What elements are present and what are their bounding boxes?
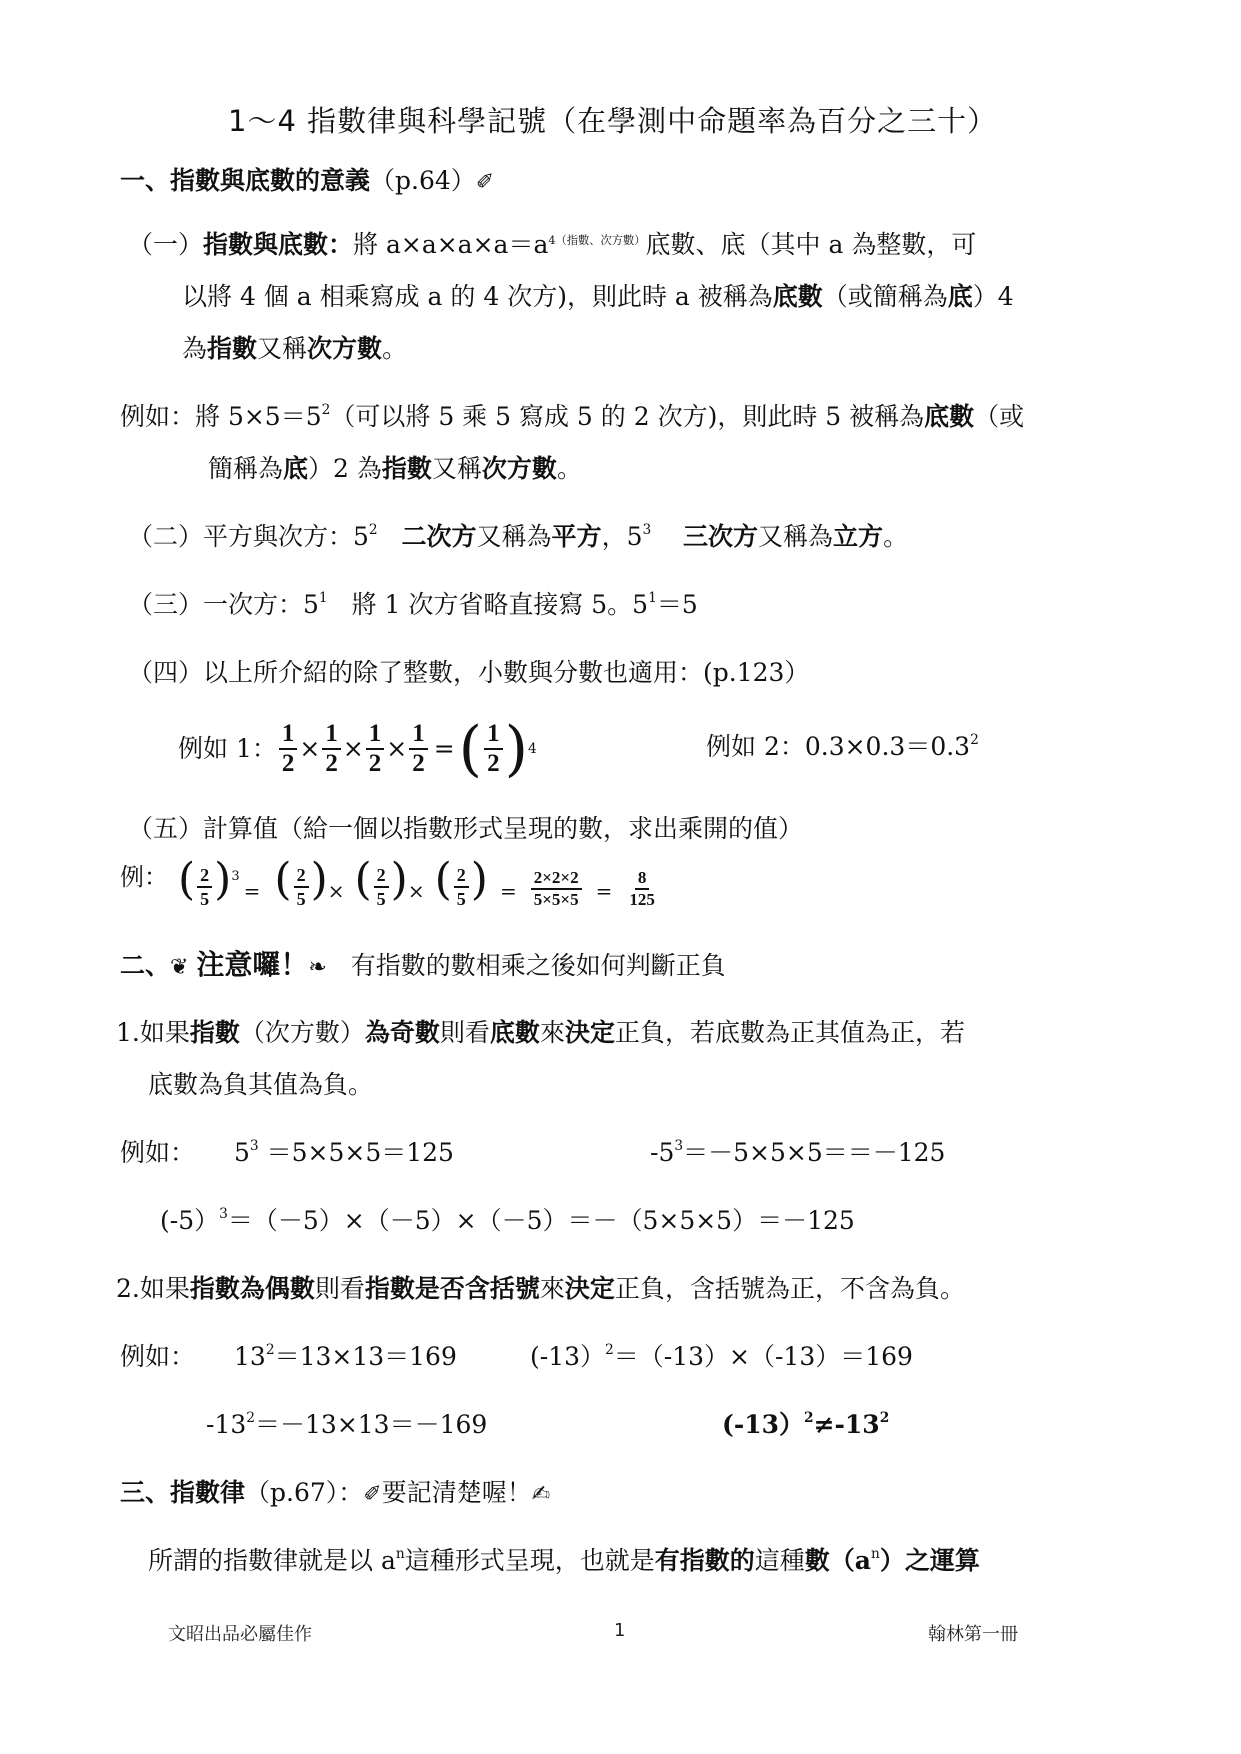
fraction-result: $\frac{8}{125}$ <box>629 868 655 909</box>
equals-sign: = <box>595 879 613 903</box>
example-4-label: 例如 1： <box>178 734 277 763</box>
item-1-text: 將 a×a×a×a＝a <box>353 230 549 259</box>
item-1-line-3-bold: 指數 <box>207 334 258 363</box>
example-1-line-1 <box>120 400 1024 434</box>
example-6-c-text: ＝（－5）×（－5）×（－5）＝－（5×5×5）＝－125 <box>227 1206 855 1235</box>
item-2-text-5: 。 <box>883 522 909 551</box>
item-1-line-1 <box>128 228 976 262</box>
example-1-line-2-bold-3: 次方數 <box>481 454 557 483</box>
example-7-d-sup-2: 2 <box>879 1410 890 1426</box>
power: 3 <box>231 869 240 884</box>
item-1-line-2-text-2: （或簡稱為 <box>822 282 948 311</box>
item-2-bold: 二次方 <box>401 522 477 551</box>
item-2-bold-4: 立方 <box>833 522 884 551</box>
example-7-label: 例如： <box>120 1342 196 1371</box>
item-1-text-2: 底數、底（其中 a 為整數，可 <box>645 230 977 259</box>
item-1-line-2-bold-2: 底 <box>947 282 973 311</box>
footer-right: 翰林第一冊 <box>928 1624 1018 1645</box>
item-2-text: （二）平方與次方：5 <box>128 522 369 551</box>
rule-1-text-5: 正負，若底數為正其值為正，若 <box>614 1018 965 1047</box>
rule-1-bold-4: 決定 <box>564 1018 615 1047</box>
example-7-d-text: ≠-13 <box>813 1410 880 1439</box>
example-7-a-base: 13 <box>234 1342 266 1371</box>
item-2-bold-2: 平方 <box>551 522 602 551</box>
rule-1-bold-2: 為奇數 <box>364 1018 440 1047</box>
example-1-line-2 <box>208 452 582 486</box>
times-sign: × <box>327 879 345 903</box>
example-1-line-2-text-2: ）2 為 <box>308 454 382 483</box>
item-1-line-3-bold-2: 次方數 <box>307 334 383 363</box>
rule-1-bold: 指數 <box>189 1018 240 1047</box>
item-1-line-3-text-3: 。 <box>382 334 408 363</box>
item-3-sup: 1 <box>318 590 328 606</box>
example-1-text-2: （可以將 5 乘 5 寫成 5 的 2 次方)，則此時 5 被稱為 <box>330 402 925 431</box>
fraction: $\frac{1}{2}$ <box>279 720 298 778</box>
flourish-left-icon: ❦ <box>170 955 189 980</box>
example-7-c-sup: 2 <box>246 1410 256 1426</box>
pencil-icon: ✐ <box>475 170 495 195</box>
item-3-text-2: 將 1 次方省略直接寫 5。5 <box>351 590 649 619</box>
footer-left: 文昭出品必屬佳作 <box>168 1624 312 1645</box>
fraction: $\frac{1}{2}$ <box>409 720 428 778</box>
example-7-b <box>530 1340 913 1374</box>
intro-sup: n <box>395 1546 405 1562</box>
item-1-label: （一） <box>128 230 204 259</box>
section-1-page: （p.64） <box>370 166 476 195</box>
example-5-line: 例： ( $\frac{2}{5}$ ) 3 = ( $\frac{2}{5}$ ) × ( $\frac{2}{5}$ ) × ( $\frac{2}{5}$ ) = $\frac{2\times 2\times 2}{5\times 5\times 5}$ = $\frac{8}{125}$ <box>120 860 660 916</box>
item-1-line-2-bold: 底數 <box>772 282 823 311</box>
section-3-number: 三、 <box>120 1478 171 1507</box>
item-1-line-2-text-3: ）4 <box>972 282 1014 311</box>
item-5: （五）計算值（給一個以指數形式呈現的數，求出乘開的值） <box>128 814 804 843</box>
equals-sign: = <box>499 879 517 903</box>
section-3-text: 要記清楚喔！ <box>381 1478 532 1507</box>
section-3-page: （p.67）： <box>245 1478 364 1507</box>
item-4: （四）以上所介紹的除了整數，小數與分數也適用：(p.123） <box>128 658 810 687</box>
item-1-line-3-text-2: 又稱 <box>257 334 308 363</box>
example-6-c-base: (-5） <box>160 1206 220 1235</box>
item-2-sup: 2 <box>368 522 378 538</box>
page-number: 1 <box>614 1620 626 1641</box>
example-4-2-text: 例如 2：0.3×0.3＝0.3 <box>706 732 971 761</box>
example-1-text: 例如：將 5×5＝5 <box>120 402 322 431</box>
example-6-label: 例如： <box>120 1138 196 1167</box>
rule-2-text-3: 來 <box>539 1274 565 1303</box>
fraction: $\frac{1}{2}$ <box>322 720 341 778</box>
item-2-sup-2: 3 <box>642 522 652 538</box>
fraction: $\frac{1}{2}$ <box>484 720 503 778</box>
intro-text-4: （a <box>829 1546 871 1575</box>
item-3-text-3: ＝5 <box>656 590 698 619</box>
page-title: 1～4 指數律與科學記號（在學測中命題率為百分之三十） <box>228 104 998 138</box>
example-1-line-2-text-4: 。 <box>556 454 582 483</box>
intro-line <box>148 1544 980 1578</box>
example-7-d-sup: 2 <box>804 1410 814 1426</box>
example-6-b-base: -5 <box>650 1138 675 1167</box>
example-4-line: 例如 1： $\frac{1}{2}$ × $\frac{1}{2}$ × $\frac{1}{2}$ × $\frac{1}{2}$ = ( $\frac{1}{2}$ ) 4 <box>178 714 537 784</box>
rule-1-text-4: 來 <box>539 1018 565 1047</box>
section-2-heading <box>120 948 726 985</box>
example-7-c <box>206 1408 487 1442</box>
rule-1-bold-3: 底數 <box>489 1018 540 1047</box>
example-7-c-text: ＝－13×13＝－169 <box>255 1410 488 1439</box>
item-2-text-3: ，5 <box>601 522 643 551</box>
example-7-a-sup: 2 <box>265 1342 275 1358</box>
intro-text: 所謂的指數律就是以 a <box>148 1546 396 1575</box>
example-6-c <box>160 1204 855 1238</box>
item-3 <box>128 588 698 622</box>
example-6-b-sup: 3 <box>674 1138 684 1154</box>
example-7-b-text: ＝（-13）×（-13）＝169 <box>613 1342 913 1371</box>
example-5-label: 例： <box>120 863 168 891</box>
fraction: $\frac{2}{5}$ <box>454 864 469 910</box>
example-6-a <box>234 1136 454 1170</box>
times-sign: × <box>386 734 408 763</box>
fraction: $\frac{2}{5}$ <box>294 864 309 910</box>
item-2-text-4: 又稱為 <box>758 522 834 551</box>
example-4-2-sup: 2 <box>970 732 979 748</box>
intro-sup-2: n <box>870 1546 880 1562</box>
equals-sign: = <box>433 734 455 763</box>
fraction: $\frac{1}{2}$ <box>366 720 385 778</box>
equals-sign: = <box>243 879 261 903</box>
intro-text-2: 這種形式呈現，也就是 <box>404 1546 655 1575</box>
intro-bold: 有指數的 <box>654 1546 755 1575</box>
section-2-number: 二、 <box>120 951 171 980</box>
example-7-a <box>234 1340 457 1374</box>
item-1-sup: 4（指數、次方數） <box>548 234 646 247</box>
example-1-line-2-text-3: 又稱 <box>431 454 482 483</box>
example-1-sup: 2 <box>321 402 331 418</box>
example-7-d <box>722 1408 889 1442</box>
example-1-bold: 底數 <box>924 402 975 431</box>
item-3-sup-2: 1 <box>648 590 657 606</box>
times-sign: × <box>342 734 364 763</box>
example-1-line-2-bold-2: 指數 <box>381 454 432 483</box>
flourish-right-icon: ❧ <box>308 955 327 980</box>
item-1-bold: 指數與底數： <box>203 230 354 259</box>
section-1-heading <box>120 164 494 200</box>
rule-2-bold: 指數為偶數 <box>189 1274 315 1303</box>
intro-text-3: 這種 <box>754 1546 805 1575</box>
intro-bold-3: ）之運算 <box>879 1546 980 1575</box>
rule-1-line-2: 底數為負其值為負。 <box>148 1070 374 1099</box>
rule-2-text-2: 則看 <box>314 1274 365 1303</box>
rule-1-text-3: 則看 <box>439 1018 490 1047</box>
example-1-line-2-bold: 底 <box>283 454 309 483</box>
section-2-text: 有指數的數相乘之後如何判斷正負 <box>350 951 726 980</box>
fraction: $\frac{2}{5}$ <box>197 864 212 910</box>
example-6-b <box>650 1136 945 1170</box>
times-sign: × <box>407 879 425 903</box>
example-6-c-sup: 3 <box>219 1206 228 1222</box>
times-sign: × <box>299 734 321 763</box>
example-7-b-base: (-13） <box>530 1342 606 1371</box>
rule-2-bold-2: 指數是否含括號 <box>364 1274 540 1303</box>
rule-2-text: 2.如果 <box>116 1274 190 1303</box>
example-1-text-3: （或 <box>974 402 1025 431</box>
item-1-line-3 <box>182 332 407 366</box>
rule-1-text-2: （次方數） <box>239 1018 365 1047</box>
rule-1-line-1 <box>116 1016 965 1050</box>
fraction: $\frac{2}{5}$ <box>374 864 389 910</box>
section-2-bold: 注意囉！ <box>196 948 309 981</box>
intro-bold-2: 數 <box>804 1546 830 1575</box>
item-2 <box>128 520 908 554</box>
item-2-bold-3: 三次方 <box>683 522 759 551</box>
example-6-b-text: ＝－5×5×5＝＝－125 <box>683 1138 946 1167</box>
example-7-d-base: (-13） <box>722 1410 804 1439</box>
fraction-expanded: $\frac{2\times 2\times 2}{5\times 5\times 5}$ <box>531 868 582 910</box>
example-6-a-sup: 3 <box>249 1138 259 1154</box>
example-7-b-sup: 2 <box>605 1342 614 1358</box>
example-6-a-text: ＝5×5×5＝125 <box>266 1138 454 1167</box>
pencil-icon: ✐ <box>363 1482 382 1507</box>
section-3-heading <box>120 1476 550 1512</box>
example-4-2 <box>706 730 979 764</box>
example-7-a-text: ＝13×13＝169 <box>274 1342 457 1371</box>
rule-1-text: 1.如果 <box>116 1018 190 1047</box>
rule-2-bold-3: 決定 <box>564 1274 615 1303</box>
item-2-text-2: 又稱為 <box>476 522 552 551</box>
item-3-text: （三）一次方：5 <box>128 590 319 619</box>
rule-2-text-4: 正負，含括號為正，不含為負。 <box>614 1274 965 1303</box>
item-1-line-2 <box>182 280 1014 314</box>
section-1-title: 一、指數與底數的意義 <box>120 166 371 195</box>
example-1-line-2-text: 簡稱為 <box>208 454 284 483</box>
writing-hand-icon: ✍ <box>531 1482 551 1507</box>
example-6-a-base: 5 <box>234 1138 250 1167</box>
item-1-line-3-text: 為 <box>182 334 208 363</box>
rule-2 <box>116 1272 965 1306</box>
section-3-bold: 指數律 <box>170 1478 246 1507</box>
item-1-line-2-text: 以將 4 個 a 相乘寫成 a 的 4 次方)，則此時 a 被稱為 <box>182 282 773 311</box>
example-7-c-base: -13 <box>206 1410 247 1439</box>
